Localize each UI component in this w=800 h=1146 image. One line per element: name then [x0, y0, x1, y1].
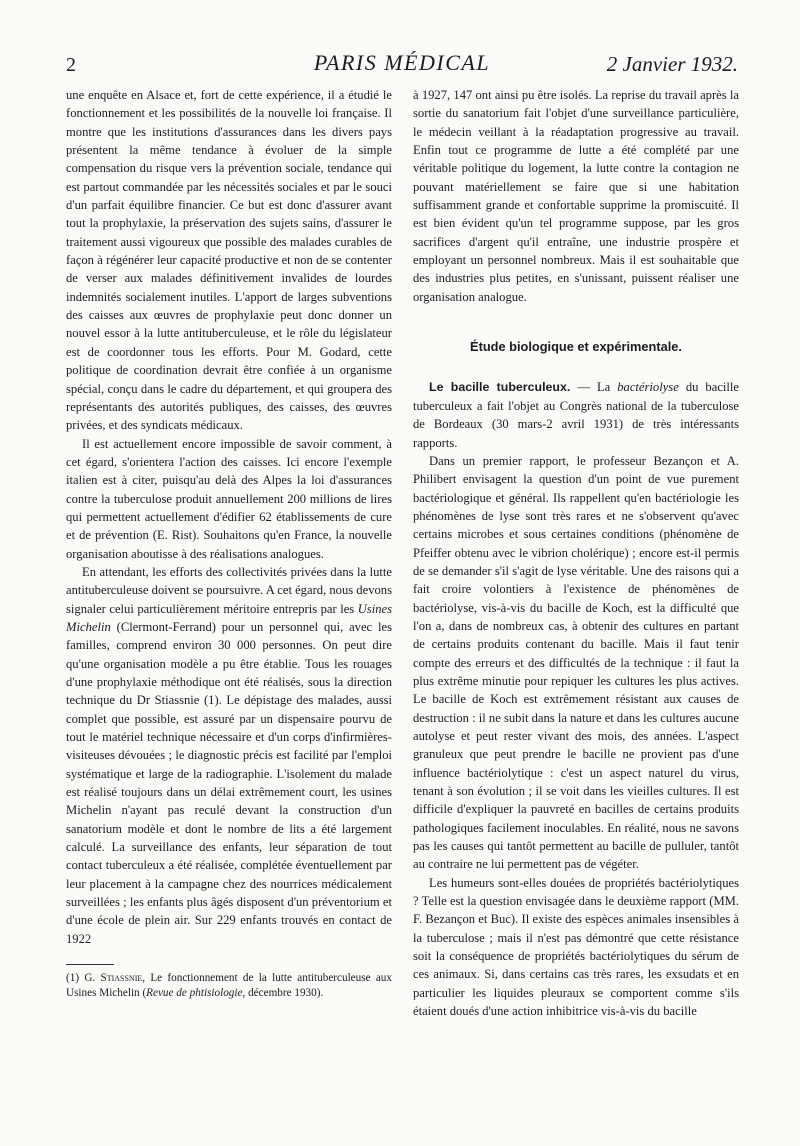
running-header [66, 50, 738, 80]
paragraph: une enquête en Alsace et, fort de cette expérience, il a étudié le fonctionnement et les possibilités de la nouvelle loi française. Il montre que les institutions d'assurances dans les divers pays présentent la même tendance à évoluer de la simple compensation du risque vers la prévention sociale, tendance qui est partout commandée par les nécessités sociales et par le souci d'un parfait équilibre financier. Ce but est donc d'assurer avant tout la prophylaxie, la préservation des sujets sains, d'assurer le traitement aussi vigoureux que possible des malades curables de façon à régénérer leur capacité productive et non de se contenter de verser aux malades définitivement invalides de lourdes indemnités socialement inutiles. L'apport de larges subventions des caisses aux œuvres de prophylaxie peut donc donner un nouvel essor à la lutte antituberculeuse, et le rôle du législateur est de coordonner tous les efforts. Pour M. Godard, cette politique de coordination devrait être confiée à un organisme spécial, conçu dans le cadre du département, et qui groupera des représentants des autorités publiques, des caisses, des œuvres privées, et des syndicats médicaux. [66, 88, 392, 433]
footnote-divider [66, 964, 114, 965]
paragraph: Les humeurs sont-elles douées de propriétés bactériolytiques ? Telle est la question envisagée dans le deuxième rapport (MM. F. Bezançon et Buc). Il existe des espèces animales insensibles à la tuberculose ; mais il n'est pas démontré que cette résistance soit la conséquence de propriétés bactériolytiques du sérum de ces animaux. Si, dans certains cas très rares, les exsudats et en particulier les liquides pleuraux se comportent comme s'ils étaient doués d'une action inhibitrice vis-à-vis du bacille [413, 875, 739, 1019]
page-number: 2 [66, 54, 76, 76]
italic-term: bactériolyse [617, 380, 679, 395]
company-name: Usines Michelin [66, 601, 392, 634]
paragraph: Dans un premier rapport, le professeur Bezançon et A. Philibert envisagent la question d'un point de vue purement bactériologique et général. Ils rappellent qu'en bactériologie les phénomènes de lyse sont très rares et ne s'observent qu'avec certains microbes et sous certaines conditions (phénomène de Pfeiffer obtenu avec le vibrion cholérique) ; encore est-il permis de se demander s'il s'agit de lyse véritable. Une des raisons qui a fait croire volontiers à l'existence de phénomènes de bactériolyse, vis-à-vis du bacille de Koch, est la difficulté que l'on a, dans de nombreux cas, à obtenir des cultures en partant de certains produits contenant du bacille. Mais il faut tenir compte des erreurs et des difficultés de la technique : il faut la plus extrême minutie pour repiquer les cultures les plus actives. Le bacille de Koch est extrêmement résistant aux causes de destruction : il ne subit dans la nature et dans les cultures aucune autolyse et peut rester vivant des mois, des années. L'aspect granuleux que peut prendre le bacille ne provient pas d'une influence bactériolytique : c'est un aspect naturel du virus, tenant à son évolution ; il se voit dans les vieilles cultures. Il est difficile d'expliquer la pauvreté en bacilles de certains produits pathologiques facilement inoculables. En réalité, nous ne savons pas les causes qui tantôt permettent au bacille de pulluler, tantôt au contraire ne lui permettent pas de végéter. [413, 453, 739, 872]
paragraph-text: (Clermont-Ferrand) pour un personnel qui, avec les familles, comprend environ 30 000 personnes. On peut dire qu'une organisation modèle a pu être établie. Tous les rouages d'une prophylaxie méthodique ont été réalisés, sous la direction technique du Dr Stiassnie (1). Le dépistage des malades, aussi complet que possible, est assuré par un dispensaire pourvu de tout le matériel technique nécessaire et d'un corps d'infirmières-visiteuses dévouées ; le diagnostic précis est facilité par l'emploi systématique et large de la radiographie. L'isolement du malade est réalisé toujours dans un délai extrêmement court, les usines Michelin n'ayant pas reculé devant la construction d'un sanatorium modèle et dont le nombre de lits a été largement calculé. La surveillance des enfants, leur séparation de tout contact tuberculeux a été réalisée, complétée éventuellement par leur placement à la campagne chez des nourrices médicalement surveillées ; les enfants plus âgés disposent d'un préventorium et d'une école de plein air. Sur 229 enfants trouvés en contact de 1922 [66, 619, 392, 946]
footnote-text: (1) G. [66, 972, 101, 985]
paragraph-text: du bacille tuberculeux a fait l'objet au Congrès national de la tuberculose de Bordeaux (30 mars-2 avril 1931) de très intéressants rapports. [413, 380, 739, 450]
left-column [66, 86, 392, 1066]
footnote-text: , Le fonctionnement de la lutte antituberculeuse aux Usines Michelin ( [66, 972, 392, 1000]
footnote-journal: Revue de phtisiologie [146, 987, 243, 1000]
section-heading: Étude biologique et expérimentale. [470, 339, 682, 355]
journal-title: PARIS MÉDICAL [313, 50, 491, 75]
paragraph: à 1927, 147 ont ainsi pu être isolés. La reprise du travail après la sortie du sanatorium fait l'objet d'une surveillance particulière, le médecin veillant à la réadaptation progressive au travail. Enfin tout ce programme de lutte a été complété par une véritable politique du logement, la lutte contre la contagion ne pouvant matériellement se faire que si une habitation suffisamment grande et confortable supprime la promiscuité. Il est bien évident qu'un tel programme suppose, par les gros sacrifices d'argent qu'il entraîne, une industrie prospère et employant un personnel nombreux. Mais il est souhaitable que des industries plus petites, en s'unissant, puissent réaliser une organisation analogue. [413, 88, 739, 304]
footnote [66, 971, 392, 1001]
footnote-text: , décembre 1930). [242, 987, 324, 1000]
paragraph-text: — La [570, 380, 618, 395]
issue-date: 2 Janvier 1932. [606, 52, 738, 76]
paragraph [66, 563, 392, 948]
right-column [413, 86, 739, 1086]
paragraph: Il est actuellement encore impossible de savoir comment, à cet égard, s'orientera l'action des caisses. Ici encore l'exemple italien est à citer, puisqu'au delà des Alpes la loi d'assurances contre la tuberculose produit annuellement 200 millions de lires qui permettent actuellement d'édifier 62 établissements de cure et de prévention (E. Rist). Souhaitons qu'en France, la nouvelle organisation aboutisse à des réalisations analogues. [66, 436, 392, 561]
paragraph [413, 378, 739, 451]
paragraph-text: En attendant, les efforts des collectivités privées dans la lutte antituberculeuse doivent se poursuivre. A cet égard, nous devons signaler celui particulièrement méritoire entrepris par les [66, 564, 392, 616]
run-in-heading: Le bacille tuberculeux. [429, 380, 571, 395]
footnote-author: Stiassnie [100, 972, 143, 985]
